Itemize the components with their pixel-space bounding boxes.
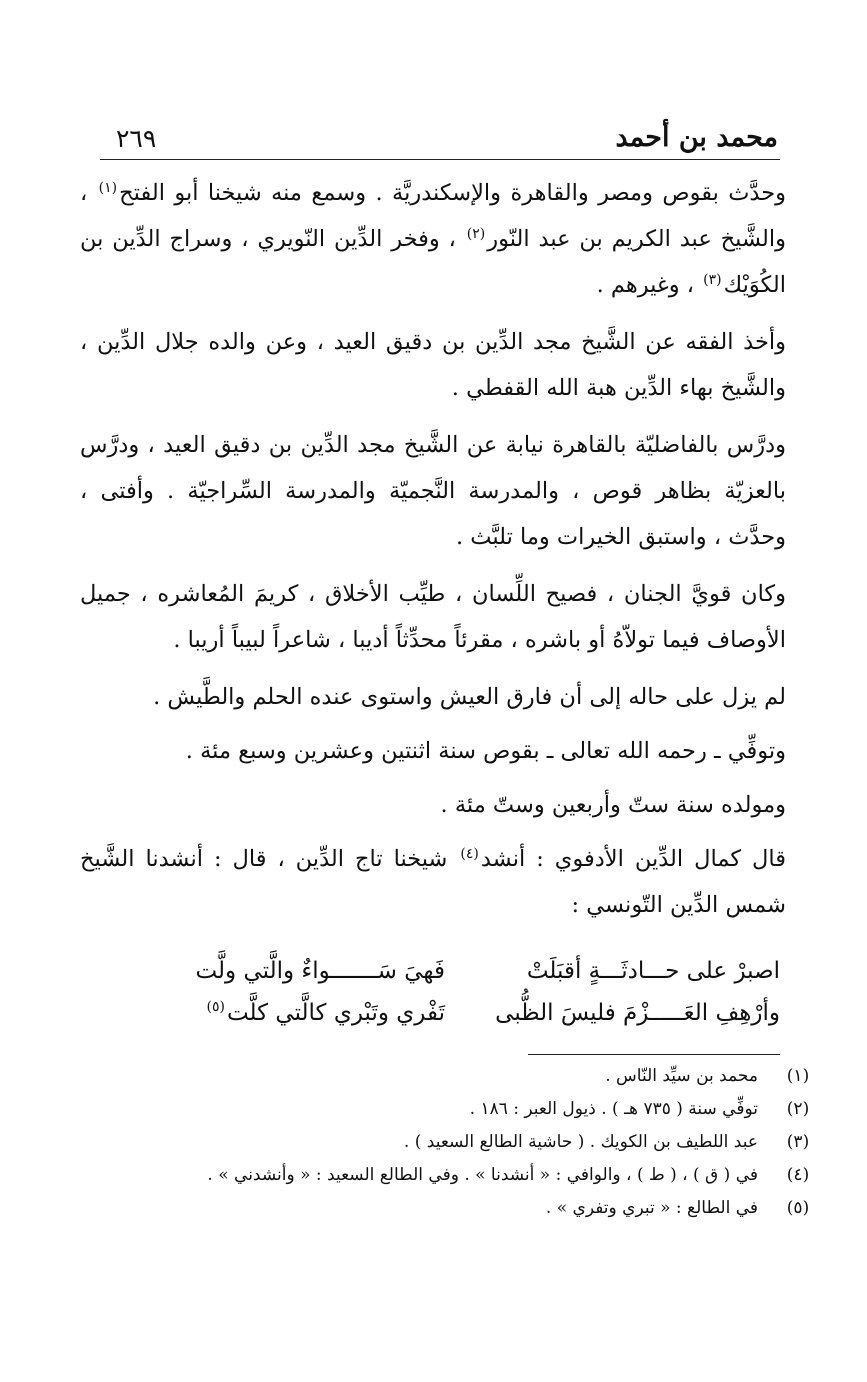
footnote-ref-5[interactable]: (٥) bbox=[206, 999, 225, 1016]
footnote-text: عبد اللطيف بن الكويك . ( حاشية الطالع السعيد ) . bbox=[403, 1132, 758, 1152]
header-rule bbox=[100, 159, 780, 160]
running-header bbox=[88, 122, 778, 158]
footnote-item bbox=[160, 1161, 810, 1194]
footnote-number: (٤) bbox=[786, 1165, 810, 1185]
paragraph-poem-intro bbox=[80, 836, 786, 928]
verse-line-1 bbox=[112, 958, 780, 998]
verse-line-2 bbox=[112, 1000, 780, 1040]
verse-hemistich-second bbox=[205, 1000, 446, 1026]
footnote-text: في الطالع : « تبري وتفري » . bbox=[545, 1198, 758, 1218]
paragraph-birth: ومولده سنة ستّ وأربعين وستّ مئة . bbox=[440, 792, 786, 818]
page-number: ٢٦٩ bbox=[116, 124, 157, 153]
paragraph-death: وتوفِّي ـ رحمه الله تعالى ـ بقوص سنة اثنتين وعشرين وسبع مئة . bbox=[185, 738, 786, 764]
footnote-item bbox=[160, 1194, 810, 1227]
paragraph-fiqh: وأخذ الفقه عن الشَّيخ مجد الدِّين بن دقيق العيد ، وعن والده جلال الدِّين ، والشَّيخ بهاء الدِّين هبة الله القفطي . bbox=[80, 329, 786, 401]
footnote-text: محمد بن سيِّد النّاس . bbox=[605, 1066, 758, 1086]
footnote-ref-1[interactable]: (١) bbox=[98, 179, 118, 196]
paragraph-text: ، والشَّيخ عبد الكريم بن عبد النّور bbox=[80, 180, 786, 252]
running-title: محمد بن أحمد bbox=[615, 122, 778, 153]
paragraph-character: وكان قويَّ الجنان ، فصيح اللِّسان ، طيِّب الأخلاق ، كريمَ المُعاشره ، جميل الأوصاف فيما تولاّهُ أو باشره ، مقرئاً محدِّثاً أديبا ، شاعراً لبيباً أريبا . bbox=[80, 581, 786, 653]
footnote-text: في ( ق ) ، ( ط ) ، والوافي : « أنشدنا » . وفي الطالع السعيد : « وأنشدني » . bbox=[207, 1165, 758, 1185]
footnote-text: توفِّي سنة ( ٧٣٥ هـ ) . ذيول العبر : ١٨٦ . bbox=[469, 1099, 758, 1119]
verse-hemistich-first: وأرْهِفِ العَـــــزْمَ فليسَ الظُّبى bbox=[495, 1000, 780, 1026]
paragraph-life: لم يزل على حاله إلى أن فارق العيش واستوى عنده الحلم والطَّيش . bbox=[153, 684, 786, 710]
footnote-ref-3[interactable]: (٣) bbox=[703, 271, 722, 288]
footnote-number: (١) bbox=[786, 1066, 810, 1086]
footnotes bbox=[160, 1062, 810, 1227]
verse-hemistich-second: فَهيَ سَـــــــواءٌ والَّتي ولَّت bbox=[195, 958, 445, 984]
footnote-item bbox=[160, 1128, 810, 1161]
verse-hemistich-first: اصبرْ على حـــادثَـــةٍ أقبَلَتْ bbox=[526, 958, 780, 984]
footnote-item bbox=[160, 1095, 810, 1128]
footnote-ref-2[interactable]: (٢) bbox=[466, 225, 486, 242]
footnote-item bbox=[160, 1062, 810, 1095]
footnote-number: (٥) bbox=[786, 1198, 810, 1218]
footnote-ref-4[interactable]: (٤) bbox=[460, 845, 479, 862]
paragraph-text: شيخنا تاج الدِّين ، قال : أنشدنا الشَّيخ شمس الدِّين التّونسي : bbox=[80, 846, 786, 918]
paragraph-text: قال كمال الدِّين الأدفوي : أنشد bbox=[480, 846, 786, 872]
footnote-number: (٣) bbox=[786, 1132, 810, 1152]
main-text bbox=[80, 170, 786, 939]
footnote-rule bbox=[528, 1054, 780, 1055]
paragraph-teaching: ودرَّس بالفاضليّة بالقاهرة نيابة عن الشَّيخ مجد الدِّين بن دقيق العيد ، ودرَّس بالعزيّة بظاهر قوص ، والمدرسة النَّجميّة والمدرسة السِّراجيّة . وأفتى ، وحدَّث ، واستبق الخيرات وما تلبَّث . bbox=[80, 432, 786, 550]
verse-text: تَفْري وتَبْري كالَّتي كلَّت bbox=[226, 1000, 445, 1026]
paragraph-teachers bbox=[80, 170, 786, 308]
paragraph-text: وحدَّث بقوص ومصر والقاهرة والإسكندريَّة . وسمع منه شيخنا أبو الفتح bbox=[119, 180, 787, 206]
paragraph-text: ، وفخر الدِّين النّويري ، وسراج الدِّين بن الكُوَيْك bbox=[80, 226, 786, 298]
footnote-number: (٢) bbox=[786, 1099, 810, 1119]
paragraph-text: ، وغيرهم . bbox=[596, 272, 694, 298]
